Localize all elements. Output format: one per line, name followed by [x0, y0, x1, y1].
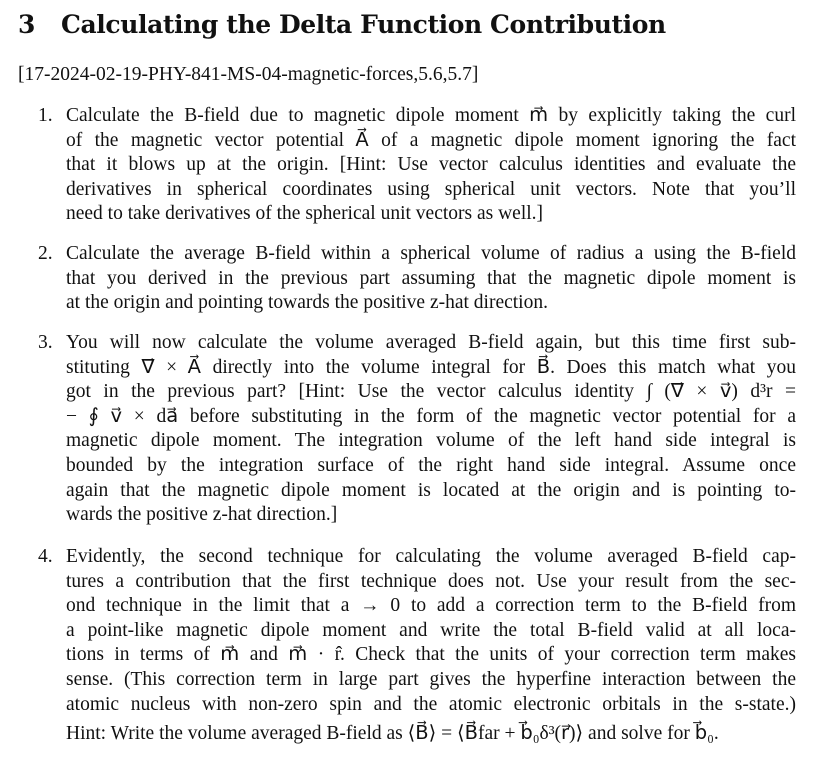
- item-body: [66, 545, 796, 751]
- item-line: − ∮ v⃗ × da⃗ before substituting in the form of the magnetic vector potential for a: [66, 405, 796, 427]
- item-line: magnetic dipole moment. The integration volume of the left hand side integral is: [66, 430, 796, 452]
- item-marker: 4.: [38, 546, 53, 567]
- item-line: that it blows up at the origin. [Hint: Use vector calculus identities and evaluate the: [66, 154, 796, 176]
- item-line: derivatives in spherical coordinates using spherical unit vectors. Note that you’ll: [66, 178, 796, 200]
- item-line: got in the previous part? [Hint: Use the vector calculus identity ∫ (∇⃗ × v⃗) d³r =: [66, 381, 796, 403]
- section-title: Calculating the Delta Function Contribution: [61, 10, 666, 39]
- item-line: that you derived in the previous part assuming that the magnetic dipole moment is: [66, 267, 796, 289]
- item-line: Evidently, the second technique for calculating the volume averaged B-field cap-: [66, 546, 796, 567]
- item-line: stituting ∇⃗ × A⃗ directly into the volume integral for B⃗. Does this match what you: [66, 356, 796, 378]
- item-line: of the magnetic vector potential A⃗ of a magnetic dipole moment ignoring the fact: [66, 129, 796, 151]
- item-line: Hint: Write the volume averaged B-field as ⟨B⃗⟩ = ⟨B⃗far + b⃗₀δ³(r⃗)⟩ and solve for b⃗₀.: [66, 723, 719, 745]
- item-line: atomic nucleus with non-zero spin and the atomic electronic orbitals in the s-state.): [66, 693, 796, 715]
- item-line: You will now calculate the volume averaged B-field again, but this time first sub-: [66, 332, 796, 353]
- item-marker: 3.: [38, 332, 53, 353]
- section-heading: [18, 10, 666, 39]
- item-body: [66, 331, 796, 528]
- item-line: bounded by the integration surface of the right hand side integral. Assume once: [66, 454, 796, 476]
- item-body: [66, 104, 796, 227]
- problem-tag: [17-2024-02-19-PHY-841-MS-04-magnetic-forces,5.6,5.7]: [18, 64, 479, 85]
- item-line: again that the magnetic dipole moment is located at the origin and is pointing to-: [66, 479, 796, 501]
- item-line: Calculate the B-field due to magnetic dipole moment m⃗ by explicitly taking the curl: [66, 105, 796, 126]
- item-line: sense. (This correction term in large part gives the hyperfine interaction between the: [66, 668, 796, 690]
- item-line: need to take derivatives of the spherical unit vectors as well.]: [66, 203, 544, 225]
- item-line: ond technique in the limit that a → 0 to add a correction term to the B-field from: [66, 595, 796, 617]
- item-line: Calculate the average B-field within a spherical volume of radius a using the B-field: [66, 243, 796, 264]
- section-number: 3: [18, 10, 35, 39]
- item-marker: 2.: [38, 243, 53, 264]
- item-body: [66, 242, 796, 316]
- item-line: at the origin and pointing towards the positive z-hat direction.: [66, 292, 548, 314]
- item-line: tures a contribution that the first technique does not. Use your result from the sec-: [66, 570, 796, 592]
- item-line: tions in terms of m⃗ and m⃗ · r̂. Check that the units of your correction term makes: [66, 644, 796, 666]
- item-marker: 1.: [38, 105, 53, 126]
- item-line: wards the positive z-hat direction.]: [66, 504, 338, 526]
- item-line: a point-like magnetic dipole moment and write the total B-field valid at all loca-: [66, 619, 796, 641]
